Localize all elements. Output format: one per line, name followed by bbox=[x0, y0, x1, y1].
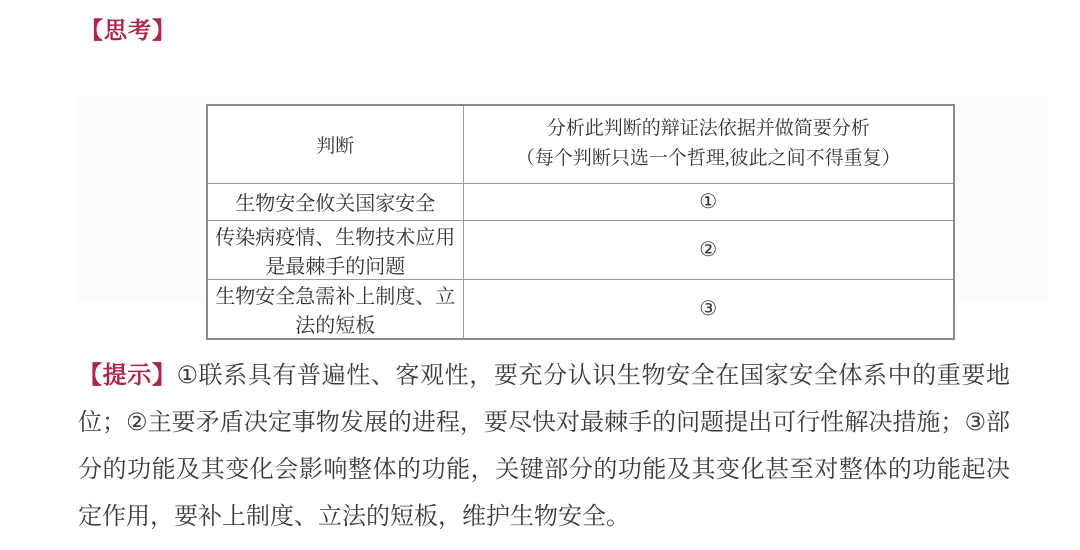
table-row bbox=[207, 279, 954, 339]
think-section-heading: 【思考】 bbox=[80, 17, 176, 43]
answer-cell: ② bbox=[463, 220, 954, 279]
judgment-analysis-table bbox=[206, 104, 955, 340]
column-header-judgment: 判断 bbox=[207, 105, 463, 183]
analysis-header-line1: 分析此判断的辩证法依据并做简要分析 bbox=[546, 118, 870, 140]
judgment-cell: 生物安全急需补上制度、立法的短板 bbox=[207, 279, 463, 339]
judgment-cell: 传染病疫情、生物技术应用是最棘手的问题 bbox=[207, 220, 463, 279]
column-header-analysis bbox=[463, 105, 954, 183]
judgment-cell: 生物安全攸关国家安全 bbox=[207, 183, 463, 220]
answer-cell: ③ bbox=[463, 279, 954, 339]
answer-cell: ① bbox=[463, 183, 954, 220]
table-header-row bbox=[207, 105, 954, 183]
analysis-header-line2: （每个判断只选一个哲理,彼此之间不得重复） bbox=[515, 148, 901, 170]
hint-body-text: ①联系具有普遍性、客观性，要充分认识生物安全在国家安全体系中的重要地位；②主要矛盾决定事物发展的进程，要尽快对最棘手的问题提出可行性解决措施；③部分的功能及其变化会影响整体的功能，关键部分的功能及其变化甚至对整体的功能起决定作用，要补上制度、立法的短板，维护生物安全。 bbox=[78, 362, 1011, 530]
table-row bbox=[207, 220, 954, 279]
hint-paragraph bbox=[78, 352, 1010, 540]
table-row bbox=[207, 183, 954, 220]
hint-label: 【提示】 bbox=[78, 362, 177, 389]
